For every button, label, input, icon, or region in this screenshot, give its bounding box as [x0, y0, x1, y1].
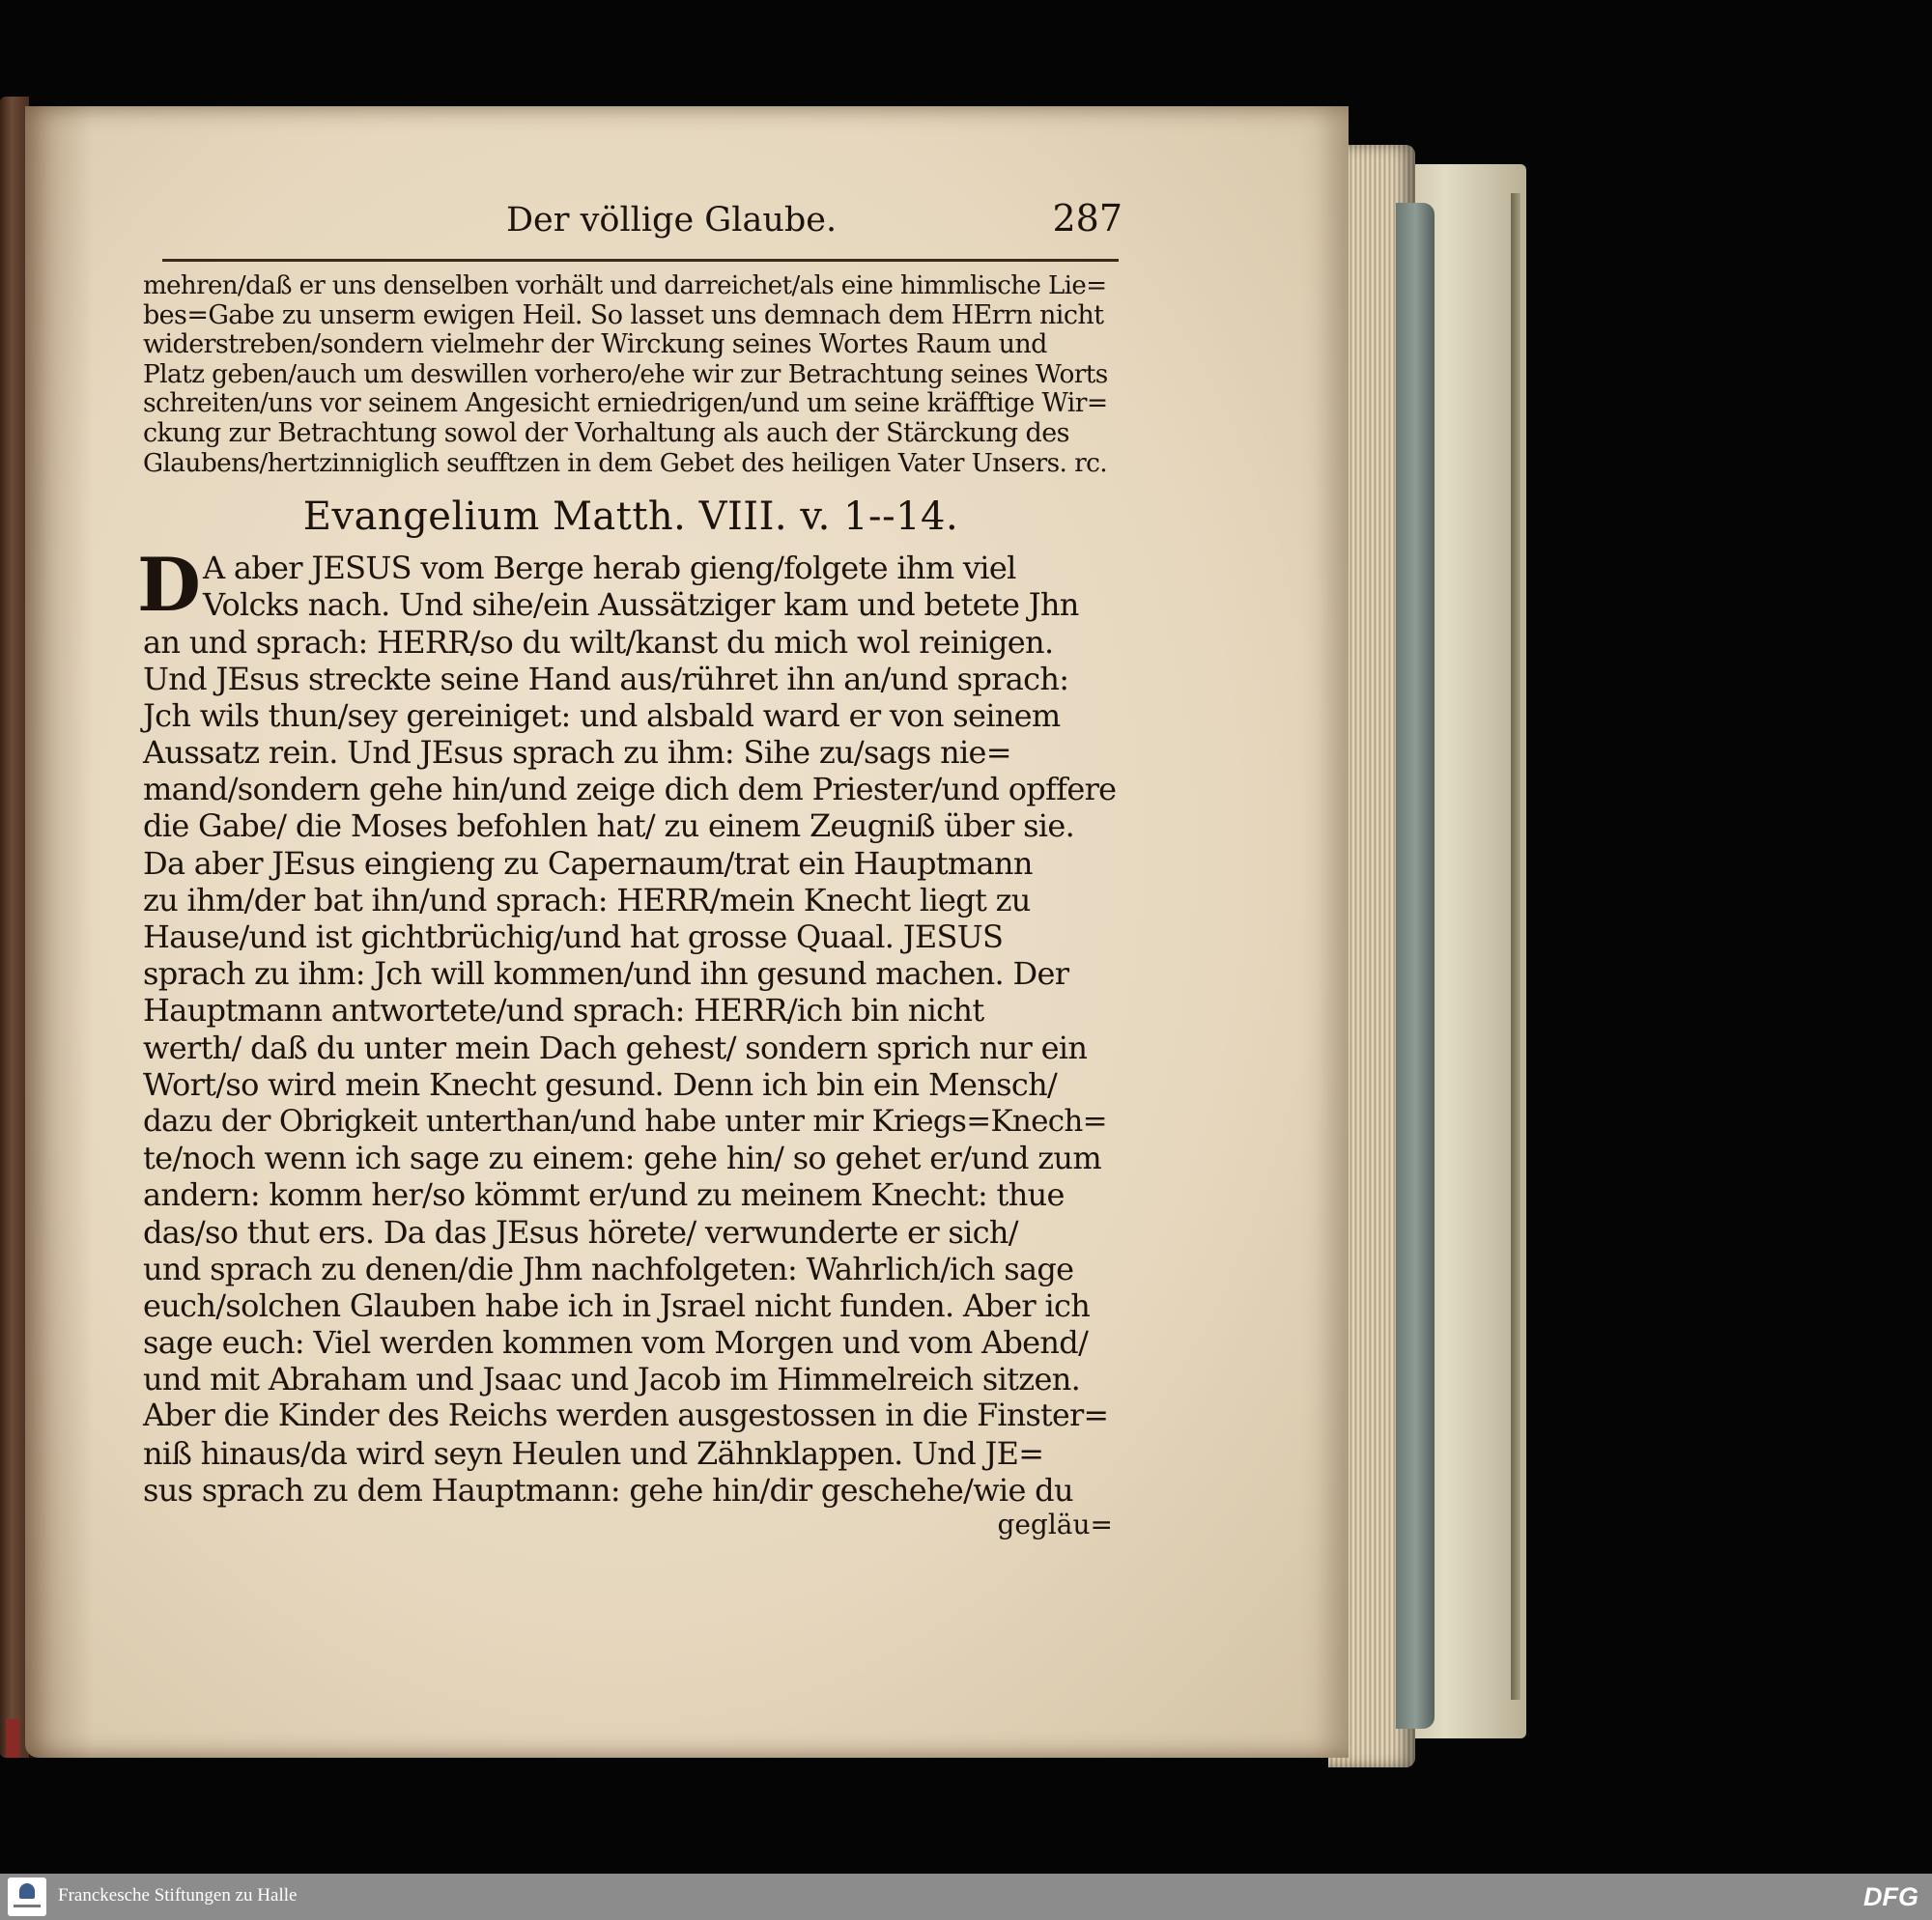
gospel-line: te/noch wenn ich sage zu einem: gehe hin/ so gehet er/und zum: [143, 1140, 1101, 1177]
gospel-line: Und JEsus streckte seine Hand aus/rühret ihn an/und sprach:: [143, 660, 1069, 697]
gospel-line: Hauptmann antwortete/und sprach: HERR/ich bin nicht: [143, 992, 984, 1030]
gospel-line: sage euch: Viel werden kommen vom Morgen und vom Abend/: [143, 1324, 1089, 1362]
intro-paragraph: [143, 271, 1119, 478]
gospel-line: das/so thut ers. Da das JEsus hörete/ verwunderte er sich/: [143, 1213, 1018, 1251]
gospel-line: Aber die Kinder des Reichs werden ausgestossen in die Finster=: [143, 1398, 1109, 1434]
viewer-footer: [0, 1874, 1932, 1920]
gospel-line: die Gabe/ die Moses befohlen hat/ zu einem Zeugniß über sie.: [143, 807, 1075, 845]
gospel-line: zu ihm/der bat ihn/und sprach: HERR/mein Knecht liegt zu: [143, 881, 1031, 918]
gospel-line: niß hinaus/da wird seyn Heulen und Zähnklappen. Und JE=: [143, 1434, 1044, 1472]
gospel-line: Aussatz rein. Und JEsus sprach zu ihm: Sihe zu/sags nie=: [143, 734, 1011, 772]
gospel-line: A aber JESUS vom Berge herab gieng/folgete ihm viel: [203, 550, 1016, 587]
intro-line: mehren/daß er uns denselben vorhält und darreichet/als eine himmlische Lie=: [143, 271, 1107, 300]
drop-cap: D: [137, 542, 201, 629]
gospel-line: an und sprach: HERR/so du wilt/kanst du mich wol reinigen.: [143, 623, 1054, 661]
page-gutter-shadow: [25, 106, 93, 1758]
institution-link[interactable]: Franckesche Stiftungen zu Halle: [58, 1885, 298, 1906]
gospel-line: und mit Abraham und Jsaac und Jacob im Himmelreich sitzen.: [143, 1361, 1081, 1398]
running-title: Der völlige Glaube.: [506, 201, 838, 240]
gospel-line: Da aber JEsus eingieng zu Capernaum/trat ein Hauptmann: [143, 844, 1033, 882]
gospel-line: sprach zu ihm: Jch will kommen/und ihn gesund machen. Der: [143, 955, 1069, 993]
intro-line: bes=Gabe zu unserm ewigen Heil. So lasset uns demnach dem HErrn nicht: [143, 299, 1104, 330]
gospel-line: Hause/und ist gichtbrüchig/und hat grosse Quaal. JESUS: [143, 918, 1004, 956]
page-number: 287: [1052, 197, 1122, 240]
intro-line: widerstreben/sondern vielmehr der Wirckung seines Wortes Raum und: [143, 329, 1047, 360]
foundation-logo-icon[interactable]: [8, 1878, 46, 1916]
gospel-line: Wort/so wird mein Knecht gesund. Denn ich bin ein Mensch/: [143, 1065, 1058, 1103]
intro-line: ckung zur Betrachtung sowol der Vorhaltung als auch der Stärckung des: [143, 417, 1069, 448]
gospel-line: und sprach zu denen/die Jhm nachfolgeten: Wahrlich/ich sage: [143, 1250, 1074, 1287]
dfg-logo[interactable]: DFG: [1863, 1882, 1918, 1911]
gospel-line: sus sprach zu dem Hauptmann: gehe hin/dir geschehe/wie du: [143, 1471, 1073, 1509]
intro-line: Glaubens/hertzinniglich seufftzen in dem Gebet des heiligen Vater Unsers. rc.: [143, 448, 1108, 478]
catchword: gegläu=: [997, 1509, 1113, 1541]
gospel-line: euch/solchen Glauben habe ich in Jsrael nicht funden. Aber ich: [143, 1286, 1091, 1324]
gospel-line: andern: komm her/so kömmt er/und zu meinem Knecht: thue: [143, 1176, 1065, 1214]
gospel-line: mand/sondern gehe hin/und zeige dich dem Priester/und opffere: [143, 771, 1117, 808]
running-head: [162, 197, 1122, 262]
gospel-line: dazu der Obrigkeit unterthan/und habe unter mir Kriegs=Knech=: [143, 1103, 1107, 1139]
gospel-line: Jch wils thun/sey gereiniget: und alsbald ward er von seinem: [143, 696, 1061, 734]
intro-line: schreiten/uns vor seinem Angesicht erniedrigen/und um seine kräfftige Wir=: [143, 388, 1108, 419]
book-page: [25, 106, 1349, 1758]
section-heading: Evangelium Matth. VIII. v. 1--14.: [302, 494, 959, 540]
gospel-text: [137, 542, 1119, 1541]
gospel-line: Volcks nach. Und sihe/ein Aussätziger kam und betete Jhn: [203, 586, 1079, 624]
intro-line: Platz geben/auch um deswillen vorhero/ehe wir zur Betrachtung seines Worts: [143, 359, 1108, 389]
gospel-line: werth/ daß du unter mein Dach gehest/ sondern sprich nur ein: [143, 1029, 1088, 1066]
text-block: [137, 197, 1122, 1541]
